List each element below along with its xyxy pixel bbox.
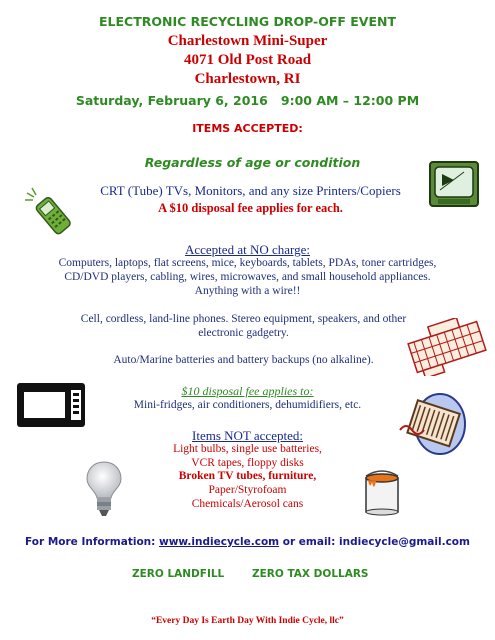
fee-line: Mini-fridges, air conditioners, dehumidifiers, etc. [133, 399, 362, 411]
crt-fee: A $10 disposal fee applies for each. [158, 201, 343, 215]
zero-landfill: ZERO LANDFILL [132, 568, 225, 580]
not-accepted-line-4: Paper/Styrofoam [208, 484, 287, 496]
venue-name: Charlestown Mini-Super [167, 33, 328, 49]
no-charge-line-3: Anything with a wire!! [194, 285, 301, 297]
crt-line: CRT (Tube) TVs, Monitors, and any size Printers/Copiers [100, 183, 401, 198]
light-bulb-icon [84, 460, 124, 518]
info-prefix: For More Information: [25, 536, 159, 548]
tagline: “Every Day Is Earth Day With Indie Cycle, llc” [151, 616, 344, 626]
not-accepted-line-5: Chemicals/Aerosol cans [191, 498, 304, 510]
event-datetime: Saturday, February 6, 2016 9:00 AM – 12:00 PM [75, 93, 420, 108]
not-accepted-line-3: Broken TV tubes, furniture, [178, 470, 317, 482]
info-middle: or email: [279, 536, 340, 548]
items-accepted-heading: ITEMS ACCEPTED: [192, 122, 303, 135]
cell-phone-icon [22, 185, 78, 237]
website-link[interactable]: www.indiecycle.com [159, 536, 280, 548]
no-charge-line-1: Computers, laptops, flat screens, mice, keyboards, tablets, PDAs, toner cartridges, [58, 257, 437, 269]
air-conditioner-icon [396, 390, 468, 458]
not-accepted-line-2: VCR tapes, floppy disks [191, 457, 304, 469]
batteries-line: Auto/Marine batteries and battery backups (no alkaline). [113, 354, 374, 366]
venue-street: 4071 Old Post Road [183, 52, 312, 68]
phones-line-2: electronic gadgetry. [198, 327, 289, 339]
not-accepted-line-1: Light bulbs, single use batteries, [173, 443, 322, 455]
fee-heading: $10 disposal fee applies to: [181, 384, 314, 398]
circuit-board-icon [405, 318, 490, 376]
more-info-line [0, 536, 495, 548]
no-charge-heading: Accepted at NO charge: [184, 242, 310, 257]
not-accepted-heading: Items NOT accepted: [192, 428, 303, 443]
event-title: ELECTRONIC RECYCLING DROP-OFF EVENT [99, 14, 396, 29]
microwave-icon [16, 382, 86, 428]
phones-line-1: Cell, cordless, land-line phones. Stereo equipment, speakers, and other [80, 313, 407, 325]
venue-city: Charlestown, RI [194, 71, 301, 87]
zero-tax-dollars: ZERO TAX DOLLARS [252, 568, 369, 580]
no-charge-line-2: CD/DVD players, cabling, wires, microwaves, and small household appliances. [64, 271, 431, 283]
crt-tv-icon [428, 160, 480, 210]
regardless-subheading: Regardless of age or condition [144, 155, 361, 170]
paint-can-icon [360, 468, 404, 516]
email-link[interactable]: indiecycle@gmail.com [339, 536, 470, 548]
